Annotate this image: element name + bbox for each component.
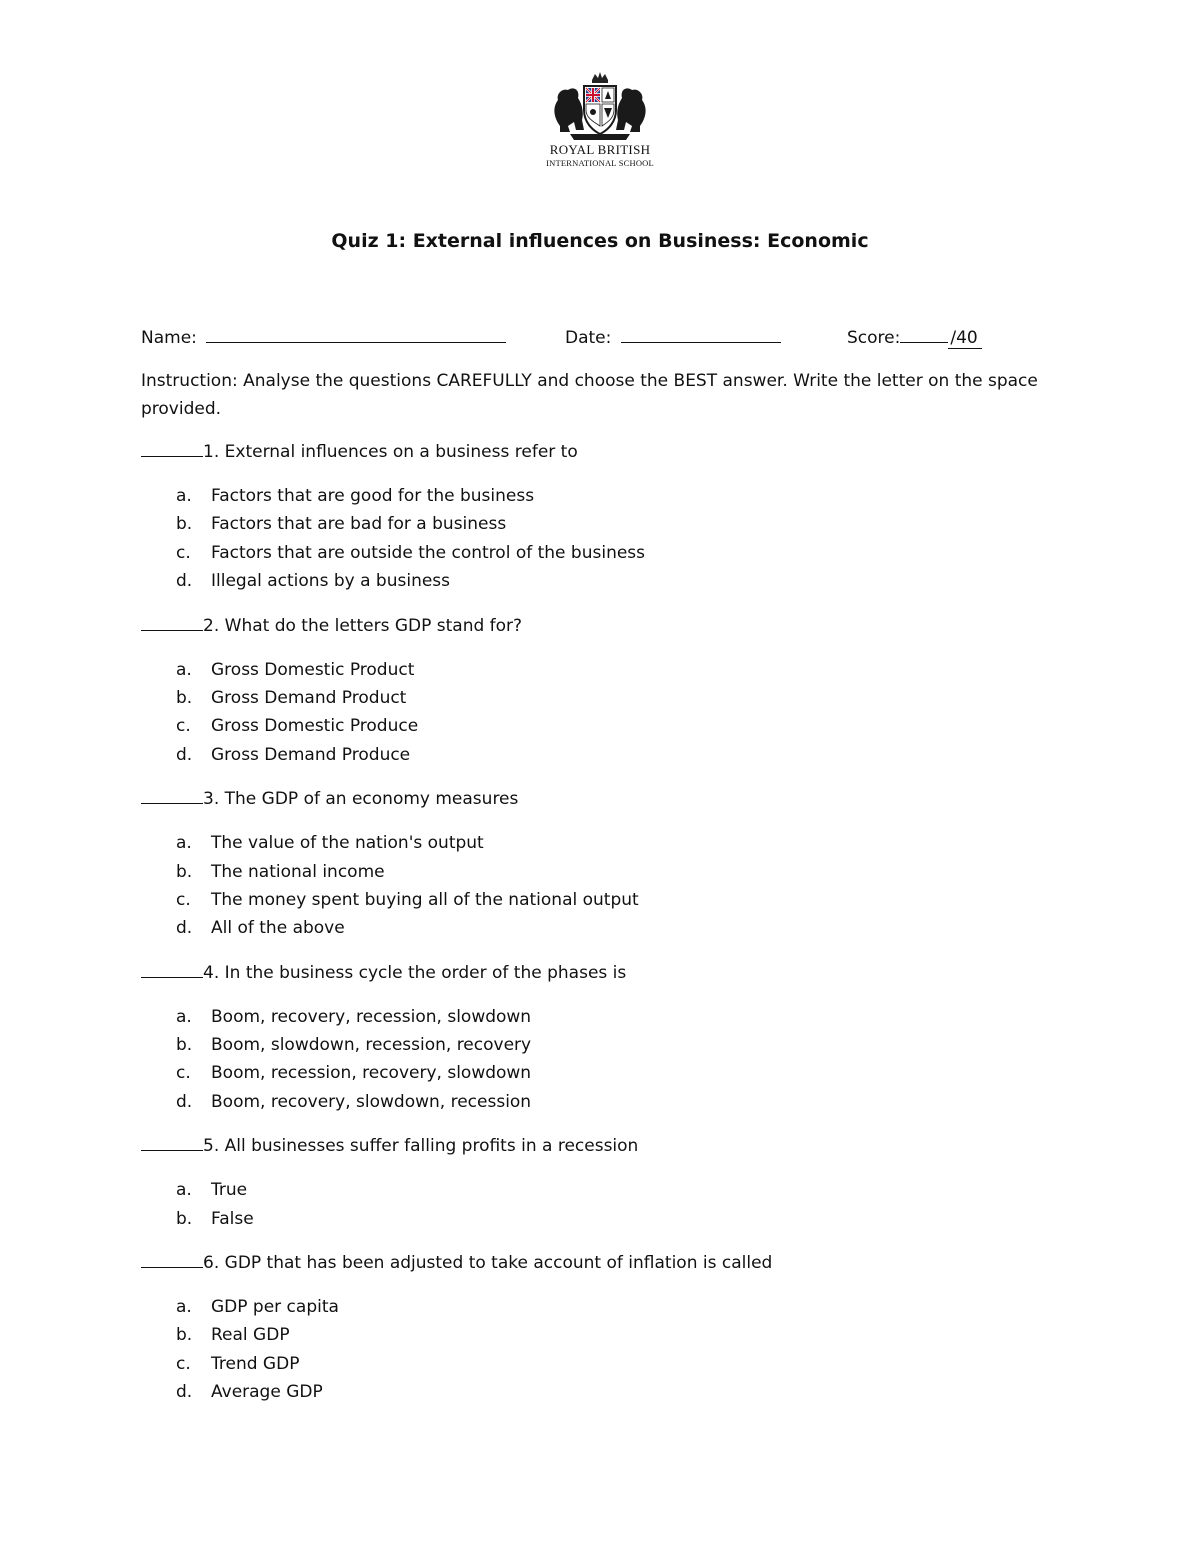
answer-option — [141, 1378, 1061, 1406]
question-item — [141, 612, 1061, 770]
question-number: 6. — [203, 1253, 220, 1274]
name-field[interactable] — [141, 324, 506, 348]
logo-school-name: ROYAL BRITISH — [549, 142, 651, 157]
answer-option — [141, 1003, 1061, 1031]
question-text: What do the letters GDP stand for? — [224, 615, 523, 636]
answer-option — [141, 1088, 1061, 1116]
question-item — [141, 1249, 1061, 1407]
option-text: All of the above — [211, 918, 345, 939]
option-list — [141, 1176, 1061, 1233]
option-text: Gross Domestic Product — [211, 659, 415, 680]
option-text: Average GDP — [211, 1382, 323, 1403]
option-letter: c. — [176, 716, 191, 737]
answer-option — [141, 914, 1061, 942]
question-stem — [141, 612, 1061, 640]
score-total: /40 — [948, 328, 981, 349]
option-letter: c. — [176, 1063, 191, 1084]
answer-option — [141, 1031, 1061, 1059]
option-letter: b. — [176, 687, 193, 708]
date-field[interactable] — [565, 324, 781, 348]
option-text: Gross Demand Product — [211, 687, 407, 708]
name-blank[interactable] — [206, 324, 506, 343]
question-item — [141, 438, 1061, 596]
student-info-row — [141, 324, 1061, 350]
option-text: Factors that are good for the business — [211, 486, 535, 506]
question-number: 3. — [203, 789, 220, 810]
option-text: Illegal actions by a business — [211, 571, 451, 592]
option-letter: b. — [176, 1035, 193, 1056]
option-letter: d. — [176, 1091, 193, 1112]
option-list — [141, 1293, 1061, 1407]
school-crest-icon — [540, 70, 660, 142]
answer-option — [141, 539, 1061, 567]
option-text: The national income — [211, 861, 385, 882]
option-list — [141, 656, 1061, 770]
option-text: Gross Domestic Produce — [211, 716, 419, 737]
question-number: 4. — [203, 962, 220, 983]
school-logo — [540, 70, 660, 180]
answer-blank[interactable] — [141, 787, 203, 804]
option-text: The money spent buying all of the national output — [211, 889, 639, 910]
option-letter: b. — [176, 861, 193, 882]
answer-option — [141, 1321, 1061, 1349]
question-item — [141, 1132, 1061, 1233]
answer-option — [141, 829, 1061, 857]
question-stem — [141, 959, 1061, 987]
option-list — [141, 829, 1061, 943]
option-list — [141, 482, 1061, 596]
answer-blank[interactable] — [141, 1134, 203, 1151]
option-text: Real GDP — [211, 1325, 290, 1346]
answer-option — [141, 482, 1061, 510]
option-text: Factors that are bad for a business — [211, 514, 507, 535]
option-text: Gross Demand Produce — [211, 744, 411, 765]
option-letter: a. — [176, 1297, 192, 1318]
question-stem — [141, 785, 1061, 813]
question-text: External influences on a business refer to — [224, 442, 578, 462]
question-item — [141, 959, 1061, 1117]
option-letter: a. — [176, 1006, 192, 1027]
question-stem — [141, 438, 1061, 466]
answer-option — [141, 712, 1061, 740]
answer-option — [141, 1176, 1061, 1204]
option-letter: c. — [176, 1353, 191, 1374]
answer-option — [141, 886, 1061, 914]
question-stem — [141, 1249, 1061, 1277]
option-letter: b. — [176, 514, 193, 535]
answer-blank[interactable] — [141, 961, 203, 978]
question-text: GDP that has been adjusted to take account of inflation is called — [224, 1253, 773, 1274]
option-text: False — [211, 1208, 254, 1229]
question-number: 5. — [203, 1136, 220, 1157]
question-text: The GDP of an economy measures — [224, 789, 519, 810]
option-letter: c. — [176, 542, 191, 563]
option-text: Factors that are outside the control of the business — [211, 542, 646, 563]
question-item — [141, 785, 1061, 943]
score-field[interactable] — [847, 324, 982, 349]
option-letter: a. — [176, 486, 192, 506]
page-title: Quiz 1: External influences on Business: Economic — [331, 230, 869, 252]
name-label: Name: — [141, 328, 197, 348]
option-letter: a. — [176, 1180, 192, 1201]
answer-option — [141, 1205, 1061, 1233]
score-label: Score: — [847, 328, 901, 348]
question-stem — [141, 1132, 1061, 1160]
option-text: Boom, recovery, slowdown, recession — [211, 1091, 532, 1112]
option-letter: b. — [176, 1325, 193, 1346]
answer-option — [141, 567, 1061, 595]
option-text: Trend GDP — [211, 1353, 300, 1374]
option-letter: d. — [176, 918, 193, 939]
option-letter: d. — [176, 571, 193, 592]
answer-option — [141, 1059, 1061, 1087]
option-letter: b. — [176, 1208, 193, 1229]
option-letter: d. — [176, 744, 193, 765]
option-letter: c. — [176, 889, 191, 910]
question-text: In the business cycle the order of the phases is — [224, 962, 627, 983]
logo-school-subtitle: INTERNATIONAL SCHOOL — [546, 158, 654, 168]
answer-option — [141, 858, 1061, 886]
question-number: 2. — [203, 615, 220, 636]
option-letter: d. — [176, 1382, 193, 1403]
question-text: All businesses suffer falling profits in a recession — [224, 1136, 639, 1157]
option-letter: a. — [176, 833, 192, 854]
date-blank[interactable] — [621, 324, 781, 343]
score-blank[interactable] — [900, 324, 948, 343]
option-list — [141, 1003, 1061, 1117]
option-text: Boom, recession, recovery, slowdown — [211, 1063, 532, 1084]
option-text: Boom, slowdown, recession, recovery — [211, 1035, 532, 1056]
option-letter: a. — [176, 659, 192, 680]
question-list — [141, 438, 1061, 1423]
option-text: The value of the nation's output — [211, 833, 484, 854]
answer-option — [141, 741, 1061, 769]
answer-option — [141, 656, 1061, 684]
option-text: Boom, recovery, recession, slowdown — [211, 1006, 532, 1027]
date-label: Date: — [565, 328, 612, 348]
option-text: True — [211, 1180, 248, 1201]
instruction-text: Instruction: Analyse the questions CAREFULLY and choose the BEST answer. Write the letter on the space provided. — [141, 371, 1038, 419]
answer-option — [141, 510, 1061, 538]
answer-blank[interactable] — [141, 1251, 203, 1268]
question-number: 1. — [203, 442, 220, 462]
answer-blank[interactable] — [141, 614, 203, 631]
answer-option — [141, 1350, 1061, 1378]
option-text: GDP per capita — [211, 1297, 339, 1318]
answer-blank[interactable] — [141, 440, 203, 457]
answer-option — [141, 684, 1061, 712]
answer-option — [141, 1293, 1061, 1321]
